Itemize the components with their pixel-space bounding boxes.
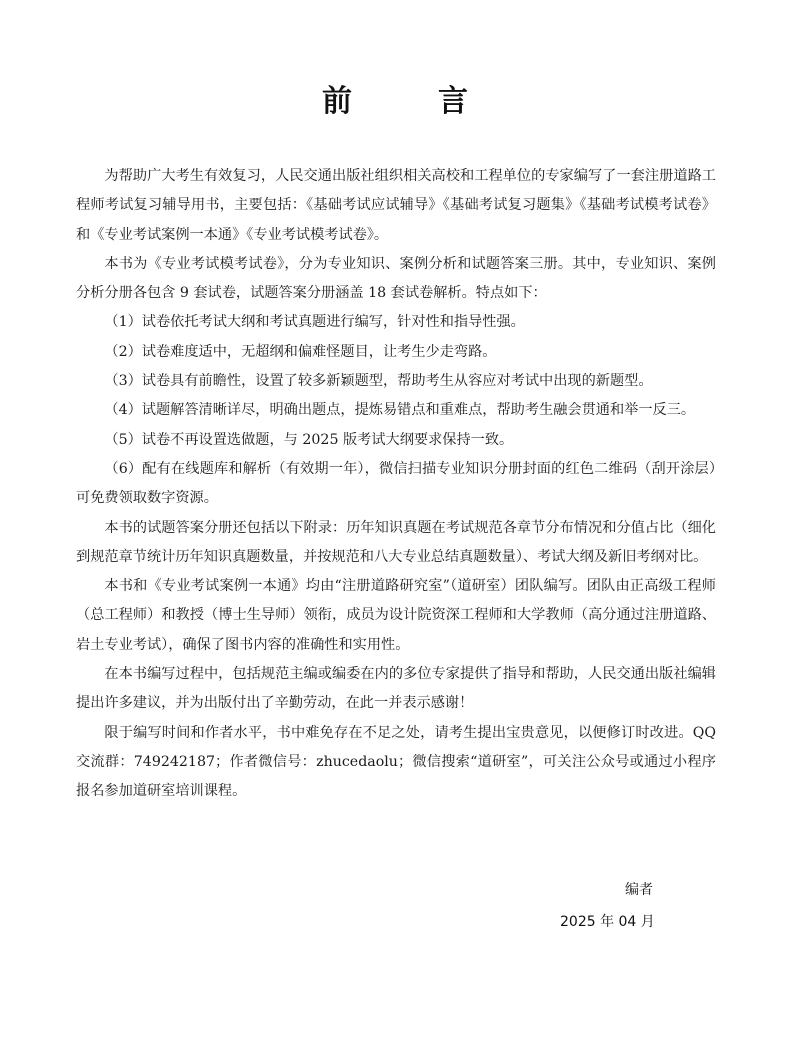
paragraph-thanks: 在本书编写过程中，包括规范主编或编委在内的多位专家提供了指导和帮助，人民交通出版社编辑提出许多建议，并为出版付出了辛勤劳动，在此一并表示感谢！ bbox=[76, 666, 716, 712]
paragraph-intro: 为帮助广大考生有效复习，人民交通出版社组织相关高校和工程单位的专家编写了一套注册道路工程师考试复习辅导用书，主要包括：《基础考试应试辅导》《基础考试复习题集》《基础考试模考试卷》和《专业考试案例一本通》《专业考试模考试卷》。 bbox=[76, 168, 716, 243]
paragraph-book-overview: 本书为《专业考试模考试卷》，分为专业知识、案例分析和试题答案三册。其中，专业知识、案例分析分册各包含 9 套试卷，试题答案分册涵盖 18 套试卷解析。特点如下： bbox=[76, 255, 716, 302]
preface-body bbox=[76, 162, 716, 807]
signature-author: 编者 bbox=[625, 882, 653, 898]
feature-item-6: （6）配有在线题库和解析（有效期一年），微信扫描专业知识分册封面的红色二维码（刮开涂层）可免费领取数字资源。 bbox=[76, 460, 716, 507]
paragraph-team: 本书和《专业考试案例一本通》均由“注册道路研究室”（道研室）团队编写。团队由正高级工程师（总工程师）和教授（博士生导师）领衔，成员为设计院资深工程师和大学教师（高分通过注册道路、岩土专业考试），确保了图书内容的准确性和实用性。 bbox=[76, 578, 716, 653]
feature-item-5: （5）试卷不再设置选做题，与 2025 版考试大纲要求保持一致。 bbox=[104, 431, 514, 448]
signature-date bbox=[560, 912, 710, 932]
feature-item-2: （2）试卷难度适中，无超纲和偏难怪题目，让考生少走弯路。 bbox=[104, 343, 497, 360]
paragraph-contact: 限于编写时间和作者水平，书中难免存在不足之处，请考生提出宝贵意见，以便修订时改进。QQ交流群：749242187；作者微信号：zhucedaolu；微信搜索“道研室”，可关注公众号或通过小程序报名参加道研室培训课程。 bbox=[76, 724, 716, 800]
page-title: 前 言 bbox=[322, 84, 496, 119]
feature-item-3: （3）试卷具有前瞻性，设置了较多新颖题型，帮助考生从容应对考试中出现的新题型。 bbox=[104, 373, 653, 390]
signature-date-text: 2025 年 04 月 bbox=[560, 914, 655, 930]
feature-item-1: （1）试卷依托考试大纲和考试真题进行编写，针对性和指导性强。 bbox=[104, 314, 525, 331]
feature-item-4: （4）试题解答清晰详尽，明确出题点，提炼易错点和重难点，帮助考生融会贯通和举一反三。 bbox=[104, 402, 696, 419]
paragraph-appendix: 本书的试题答案分册还包括以下附录：历年知识真题在考试规范各章节分布情况和分值占比（细化到规范章节统计历年知识真题数量，并按规范和八大专业总结真题数量）、考试大纲及新旧考纲对比。 bbox=[76, 519, 716, 565]
